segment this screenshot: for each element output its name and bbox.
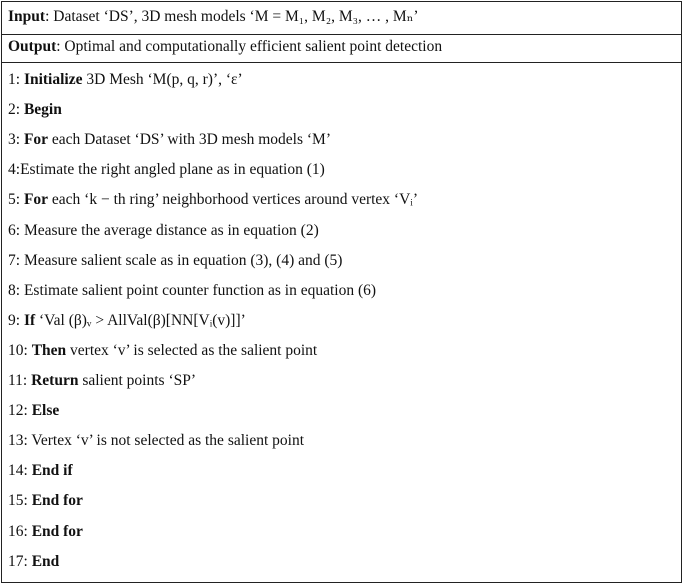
step-keyword: End for <box>31 522 83 540</box>
step-line <box>8 552 59 572</box>
output-label: Output <box>8 38 57 55</box>
input-text: : Dataset ‘DS’, 3D mesh models ‘M = M₁, M₂, M₃, … , Mₙ’ <box>45 8 419 25</box>
step-keyword: For <box>23 131 49 149</box>
output-text: : Optimal and computationally efficient salient point detection <box>56 38 443 55</box>
step-number: 13: <box>8 432 32 450</box>
algorithm-table <box>1 1 682 583</box>
step-line <box>8 371 196 391</box>
step-number: 4: <box>8 161 21 179</box>
step-line <box>8 100 62 120</box>
step-keyword: Then <box>31 341 67 359</box>
step-text: Vertex ‘v’ is not selected as the salient point <box>31 432 305 450</box>
step-line <box>8 461 73 481</box>
step-line <box>8 431 304 451</box>
step-number: 10: <box>8 341 32 359</box>
step-text: vertex ‘v’ is selected as the salient point <box>66 341 318 359</box>
step-line <box>8 251 342 271</box>
step-number: 7: <box>8 251 24 269</box>
output-row <box>2 34 681 63</box>
input-line <box>8 7 419 27</box>
step-line <box>8 522 83 542</box>
step-line <box>8 341 317 361</box>
step-text: Estimate the right angled plane as in equation (1) <box>20 161 325 179</box>
step-number: 14: <box>8 462 32 480</box>
step-keyword: Else <box>31 402 60 420</box>
step-number: 1: <box>8 71 24 88</box>
step-text: 3D Mesh ‘M(p, q, r)’, ‘ε’ <box>82 71 243 88</box>
step-line <box>8 130 331 150</box>
step-number: 11: <box>8 372 32 389</box>
step-text: salient points ‘SP’ <box>78 372 197 389</box>
step-text: Estimate salient point counter function as in equation (6) <box>23 281 377 299</box>
step-text: each ‘k − th ring’ neighborhood vertices around vertex ‘Vᵢ’ <box>48 191 418 209</box>
step-text: Measure the average distance as in equation (2) <box>23 221 319 239</box>
step-number: 12: <box>8 402 32 420</box>
step-text: each Dataset ‘DS’ with 3D mesh models ‘M’ <box>48 131 331 149</box>
step-line <box>8 190 418 210</box>
step-line <box>8 311 246 331</box>
step-keyword: Initialize <box>23 71 83 88</box>
step-line <box>8 221 319 241</box>
step-number: 17: <box>8 552 32 570</box>
step-number: 2: <box>8 101 24 119</box>
step-keyword: Return <box>31 372 79 389</box>
step-keyword: End <box>31 552 60 570</box>
step-line <box>8 70 243 90</box>
step-keyword: Begin <box>23 101 62 119</box>
step-text: Measure salient scale as in equation (3), (4) and (5) <box>23 251 343 269</box>
step-number: 16: <box>8 522 32 540</box>
step-keyword: If <box>23 311 36 329</box>
step-number: 15: <box>8 492 32 510</box>
step-line <box>8 160 325 180</box>
step-line <box>8 491 83 511</box>
input-label: Input <box>8 8 46 25</box>
step-number: 5: <box>8 191 24 209</box>
step-line <box>8 401 59 421</box>
step-text: ‘Val (β)ᵥ > AllVal(β)[NN[Vᵢ(v)]]’ <box>35 311 246 329</box>
step-number: 8: <box>8 281 24 299</box>
step-keyword: End for <box>31 492 83 510</box>
step-number: 3: <box>8 131 24 149</box>
output-line <box>8 37 442 57</box>
step-number: 6: <box>8 221 24 239</box>
step-keyword: End if <box>31 462 73 480</box>
step-line <box>8 281 376 301</box>
input-row <box>2 2 681 35</box>
step-number: 9: <box>8 311 24 329</box>
step-keyword: For <box>23 191 49 209</box>
